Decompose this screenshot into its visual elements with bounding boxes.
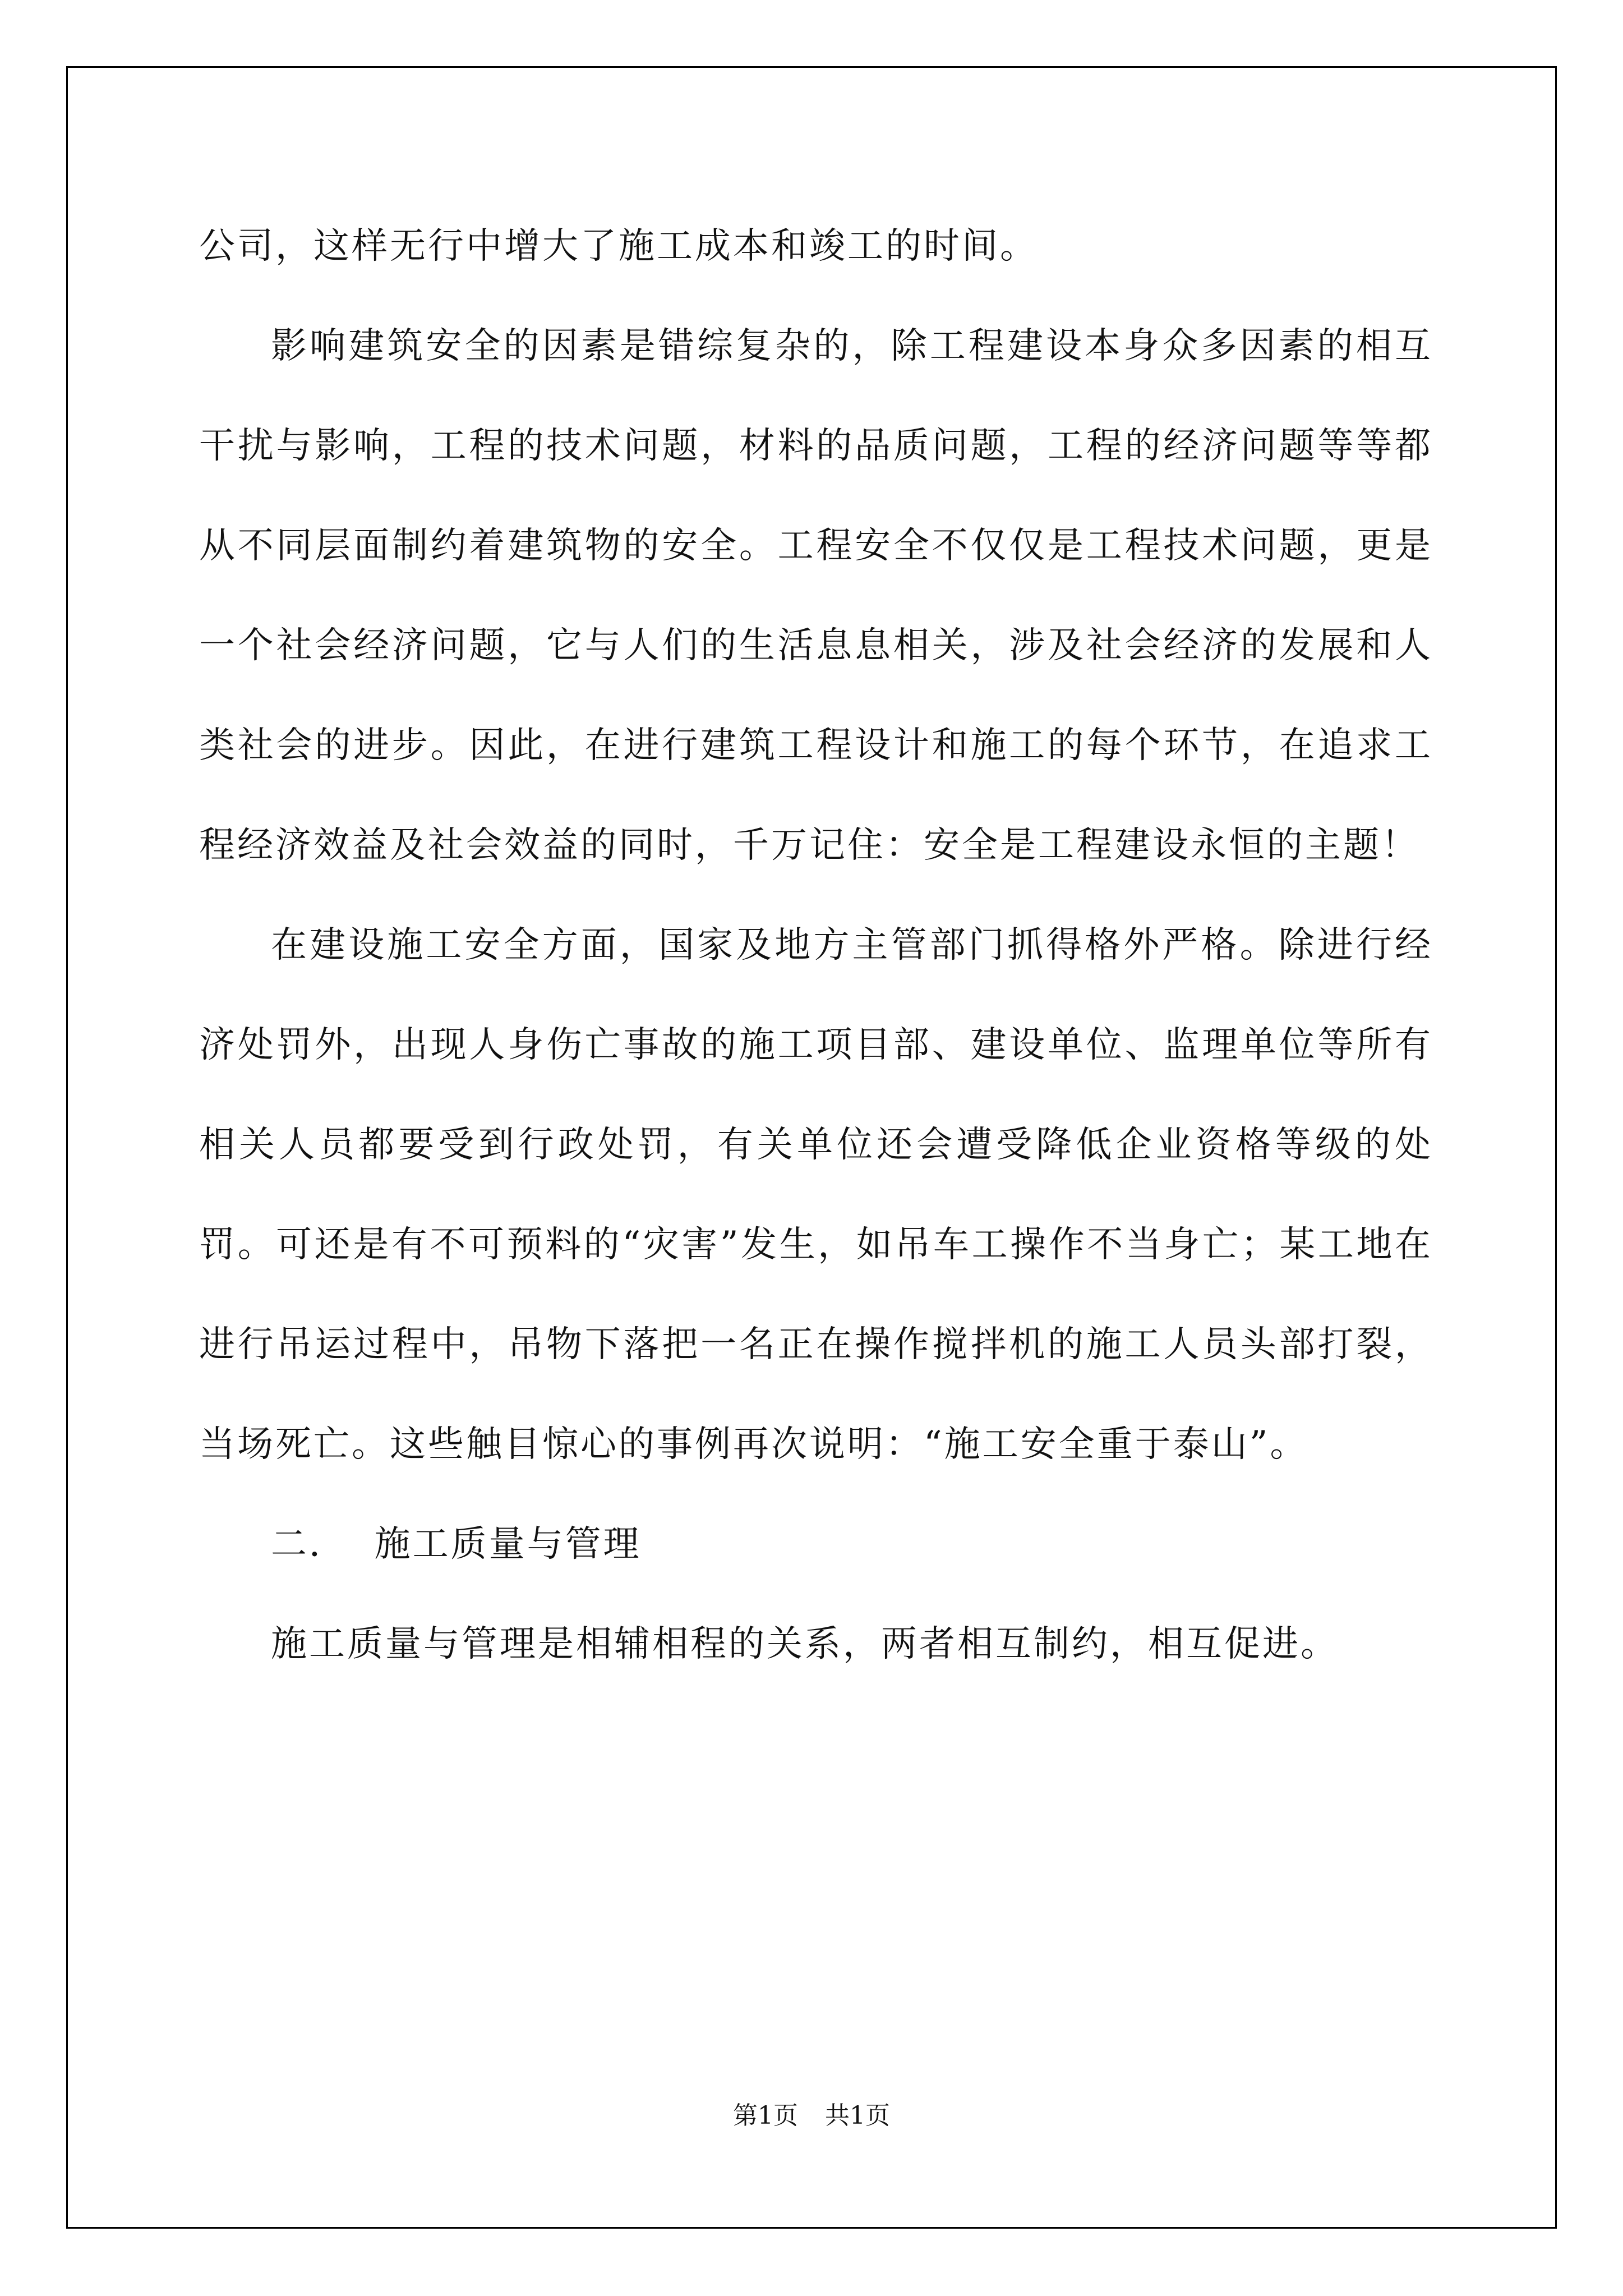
paragraph-quality-management: 施工质量与管理是相辅相程的关系，两者相互制约，相互促进。 <box>271 1623 1339 1665</box>
page-number-total: 共1页 <box>825 2101 890 2130</box>
section-heading-quality-management: 二． 施工质量与管理 <box>271 1524 642 1565</box>
paragraph-construction-safety: 在建设施工安全方面，国家及地方主管部门抓得格外严格。除进行经济处罚外，出现人身伤亡事故的施工项目部、建设单位、监理单位等所有相关人员都要受到行政处罚，有关单位还会遭受降低企业资格等级的处罚。可还是有不可预料的“灾害”发生，如吊车工操作不当身亡；某工地在进行吊运过程中，吊物下落把一名正在操作搅拌机的施工人员头部打裂，当场死亡。这些触目惊心的事例再次说明：“施工安全重于泰山”。 <box>199 924 1433 1465</box>
paragraph-continuation: 公司，这样无行中增大了施工成本和竣工的时间。 <box>199 226 1038 267</box>
paragraph-building-safety: 影响建筑安全的因素是错综复杂的，除工程建设本身众多因素的相互干扰与影响，工程的技术问题，材料的品质问题，工程的经济问题等等都从不同层面制约着建筑物的安全。工程安全不仅仅是工程技术问题，更是一个社会经济问题，它与人们的生活息息相关，涉及社会经济的发展和人类社会的进步。因此，在进行建筑工程设计和施工的每个环节，在追求工程经济效益及社会效益的同时，千万记住：安全是工程建设永恒的主题！ <box>199 325 1433 866</box>
page-number-current: 第1页 <box>733 2101 798 2130</box>
document-body <box>199 196 1433 1694</box>
page-footer <box>0 2095 1623 2131</box>
